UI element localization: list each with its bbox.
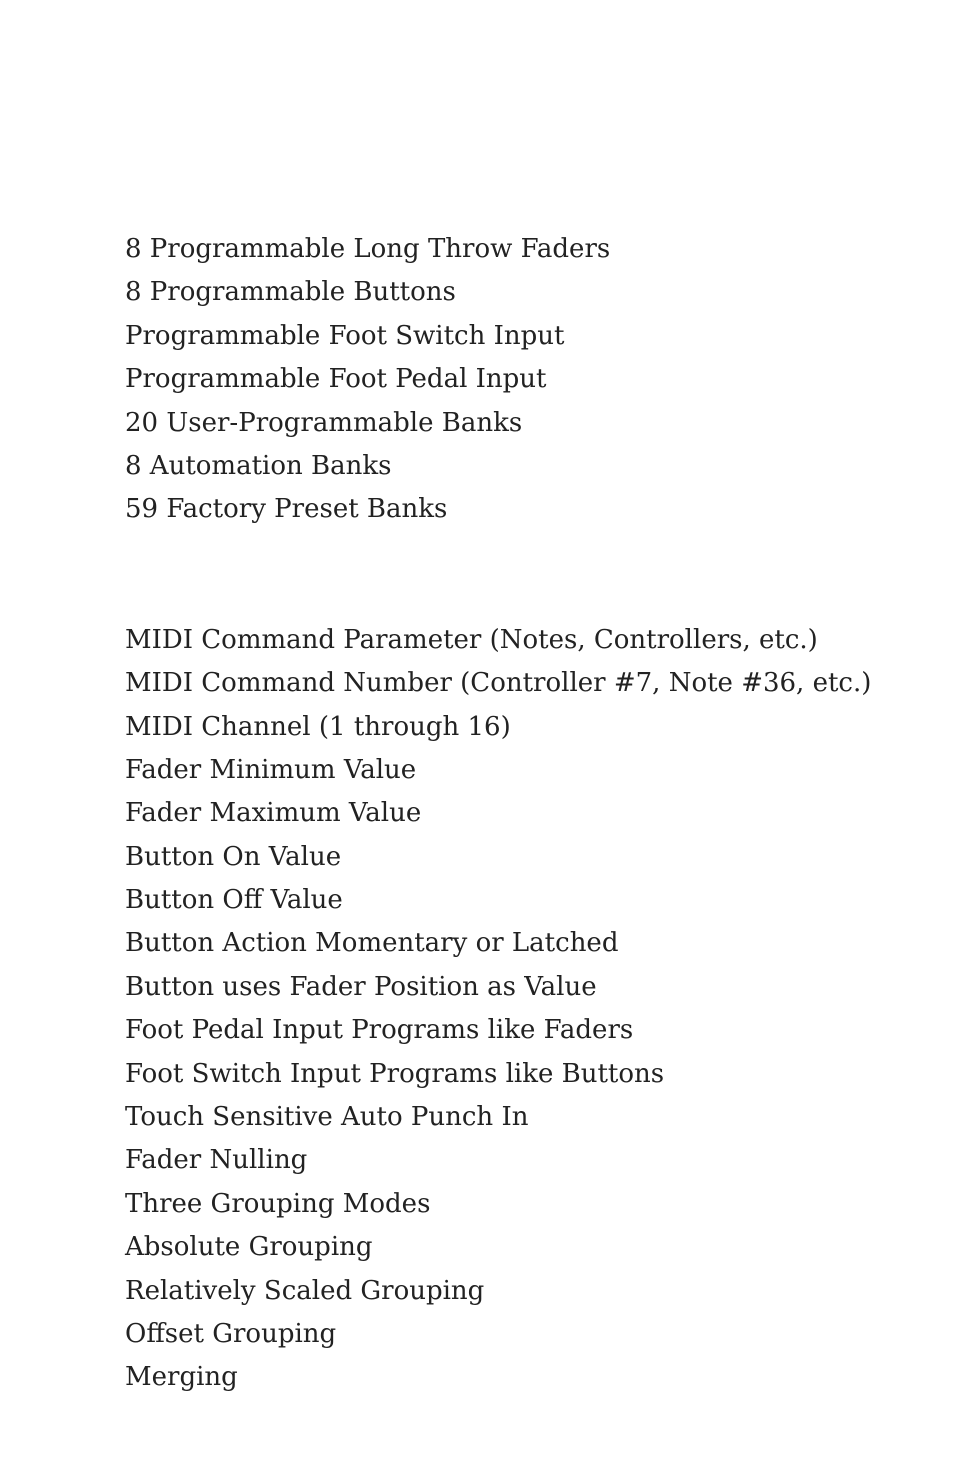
list-item: Three Grouping Modes xyxy=(125,1188,431,1219)
list-item: Button Action Momentary or Latched xyxy=(125,928,619,959)
list-item: Foot Pedal Input Programs like Faders xyxy=(125,1015,634,1046)
list-item: MIDI Command Number (Controller #7, Note #36, etc.) xyxy=(125,668,872,699)
list-item: Button On Value xyxy=(125,841,342,872)
list-item: MIDI Command Parameter (Notes, Controllers, etc.) xyxy=(125,624,818,655)
list-item: 8 Automation Banks xyxy=(125,450,392,481)
list-item: Fader Minimum Value xyxy=(125,754,417,785)
list-item: 20 User-Programmable Banks xyxy=(125,407,523,438)
list-item: Offset Grouping xyxy=(125,1318,337,1349)
list-item: Button Off Value xyxy=(125,885,343,916)
list-item: Merging xyxy=(125,1362,238,1393)
list-item: MIDI Channel (1 through 16) xyxy=(125,711,511,742)
hardware-features-list xyxy=(125,228,925,532)
list-item: 8 Programmable Buttons xyxy=(125,277,456,308)
list-item: Touch Sensitive Auto Punch In xyxy=(125,1102,529,1133)
list-item: 8 Programmable Long Throw Faders xyxy=(125,234,611,264)
list-item: Programmable Foot Pedal Input xyxy=(125,364,547,395)
list-item: Relatively Scaled Grouping xyxy=(125,1275,485,1306)
list-item: Programmable Foot Switch Input xyxy=(125,320,565,351)
list-item: 59 Factory Preset Banks xyxy=(125,494,448,525)
list-item: Foot Switch Input Programs like Buttons xyxy=(125,1058,665,1089)
list-item: Fader Nulling xyxy=(125,1145,308,1176)
list-item: Button uses Fader Position as Value xyxy=(125,971,597,1002)
list-item: Absolute Grouping xyxy=(125,1232,373,1263)
programmable-parameters-list xyxy=(125,619,925,1400)
list-item: Fader Maximum Value xyxy=(125,798,422,829)
document-page xyxy=(125,228,925,1400)
